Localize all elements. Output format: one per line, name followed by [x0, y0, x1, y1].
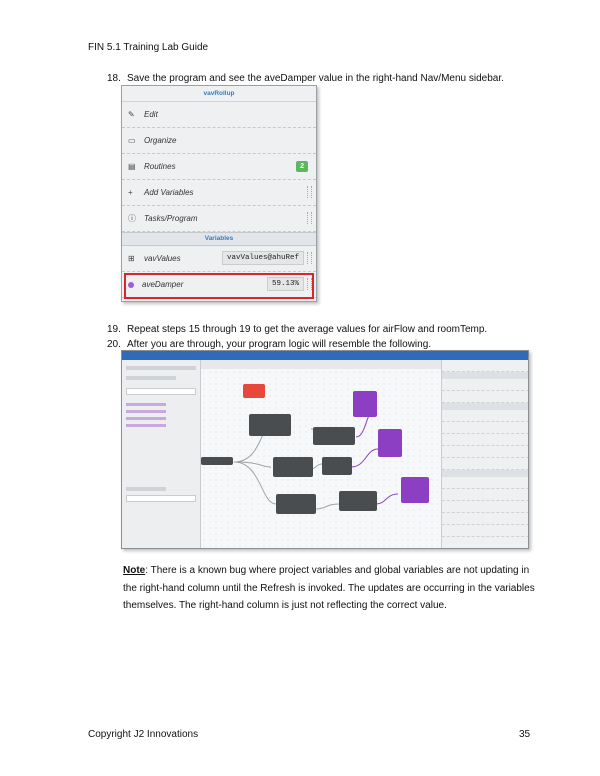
- page-number: 35: [519, 729, 531, 740]
- drag-handle-icon[interactable]: [307, 186, 312, 198]
- sidebar-item-routines[interactable]: ▤ Routines 2: [122, 154, 316, 180]
- logic-builder-screenshot: [121, 350, 529, 549]
- note-paragraph: [123, 562, 543, 615]
- variable-value: 59.13%: [267, 277, 304, 291]
- highlight-box: [124, 273, 314, 299]
- block-node[interactable]: [249, 414, 291, 436]
- red-node[interactable]: [243, 384, 265, 398]
- set-node[interactable]: [353, 391, 377, 417]
- sidebar-title: vavRollup: [122, 86, 316, 102]
- footer-copyright: Copyright J2 Innovations: [88, 729, 199, 740]
- sidebar-item-tasks-program[interactable]: ⓘ Tasks/Program: [122, 206, 316, 232]
- note-text: : There is a known bug where project variables and global variables are not updating in the right-hand column until the Refresh is invoked. The updates are occurring in the variables themselves. The right-hand column is just not reflecting the correct value.: [123, 565, 535, 611]
- drag-handle-icon[interactable]: [307, 212, 312, 224]
- plus-icon: +: [128, 188, 133, 197]
- sidebar-item-organize[interactable]: ▭ Organize: [122, 128, 316, 154]
- step-18: 18. Save the program and see the aveDamper value in the right-hand Nav/Menu sidebar.: [107, 73, 504, 84]
- variables-section-title: Variables: [122, 232, 316, 246]
- logic-canvas: [201, 369, 441, 548]
- variable-value: vavValues@ahuRef: [222, 251, 304, 265]
- vavvalues-node[interactable]: [201, 457, 233, 465]
- step-20: 20. After you are through, your program logic will resemble the following.: [107, 339, 432, 350]
- set-node[interactable]: [401, 477, 429, 503]
- routines-icon: ▤: [128, 162, 136, 171]
- step-19: 19. Repeat steps 15 through 19 to get the average values for airFlow and roomTemp.: [107, 324, 488, 335]
- block-node[interactable]: [313, 427, 355, 445]
- drag-handle-icon[interactable]: [307, 252, 312, 264]
- left-panel: [122, 360, 201, 548]
- edit-icon: ✎: [128, 110, 135, 119]
- sidebar-item-edit[interactable]: ✎ Edit: [122, 102, 316, 128]
- page-header: FIN 5.1 Training Lab Guide: [88, 42, 209, 53]
- sidebar-item-add-variables[interactable]: + Add Variables: [122, 180, 316, 206]
- routines-count-badge: 2: [296, 161, 308, 172]
- vav-rollup-sidebar-screenshot: [121, 85, 317, 302]
- block-node[interactable]: [322, 457, 352, 475]
- grid-icon: ⊞: [128, 254, 135, 263]
- info-icon: ⓘ: [128, 214, 136, 223]
- block-node[interactable]: [339, 491, 377, 511]
- set-node[interactable]: [378, 429, 402, 457]
- variable-row-avedamper[interactable]: aveDamper 59.13%: [122, 272, 316, 298]
- wire-connections: [201, 369, 441, 548]
- app-top-bar: [122, 351, 528, 360]
- right-panel: [441, 360, 529, 548]
- block-node[interactable]: [273, 457, 313, 477]
- folder-icon: ▭: [128, 136, 136, 145]
- variable-row-vavvalues[interactable]: ⊞ vavValues vavValues@ahuRef: [122, 246, 316, 272]
- block-node[interactable]: [276, 494, 316, 514]
- note-label: Note: [123, 565, 146, 576]
